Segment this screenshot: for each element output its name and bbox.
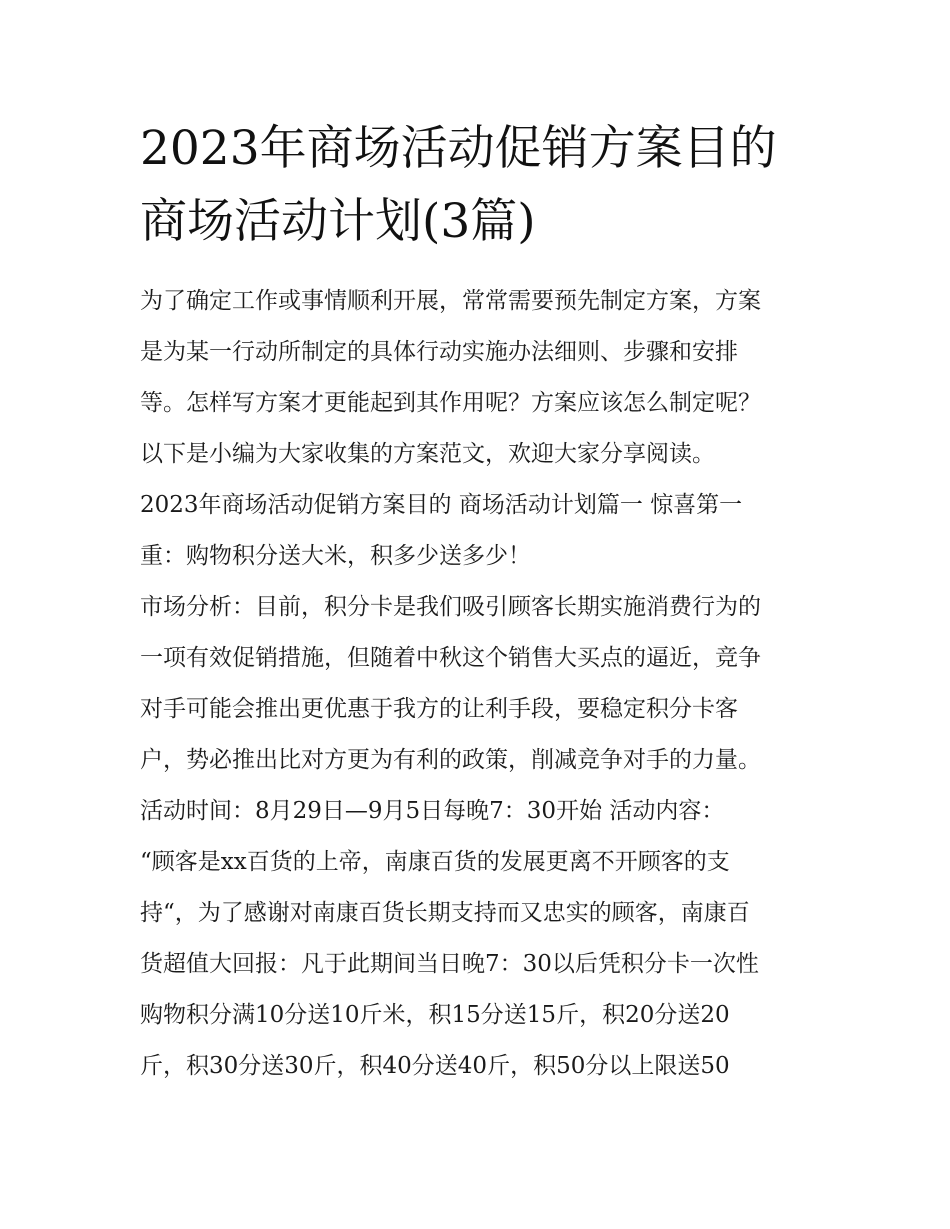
body-line: 货超值大回报：凡于此期间当日晚7：30以后凭积分卡一次性 xyxy=(140,951,759,977)
title-line-2: 商场活动计划(3篇) xyxy=(140,194,536,249)
body-line: 活动时间：8月29日—9月5日每晚7：30开始 活动内容： xyxy=(140,798,725,824)
document-body xyxy=(140,276,830,1092)
body-line: 购物积分满10分送10斤米，积15分送15斤，积20分送20 xyxy=(140,1002,730,1028)
body-line: 2023年商场活动促销方案目的 商场活动计划篇一 惊喜第一 xyxy=(140,492,743,518)
body-line: 一项有效促销措施，但随着中秋这个销售大买点的逼近，竞争 xyxy=(140,645,761,671)
body-line: 斤，积30分送30斤，积40分送40斤，积50分以上限送50 xyxy=(140,1053,730,1079)
document-title xyxy=(140,112,820,258)
body-line: 以下是小编为大家收集的方案范文，欢迎大家分享阅读。 xyxy=(140,441,715,467)
body-line: 是为某一行动所制定的具体行动实施办法细则、步骤和安排 xyxy=(140,339,738,365)
body-line: “顾客是xx百货的上帝，南康百货的发展更离不开顾客的支 xyxy=(140,849,730,875)
body-line: 对手可能会推出更优惠于我方的让利手段，要稳定积分卡客 xyxy=(140,696,738,722)
title-line-1: 2023年商场活动促销方案目的 xyxy=(140,121,777,176)
body-line: 等。怎样写方案才更能起到其作用呢？方案应该怎么制定呢？ xyxy=(140,390,761,416)
body-line: 持“，为了感谢对南康百货长期支持而又忠实的顾客，南康百 xyxy=(140,900,750,926)
body-line: 重：购物积分送大米，积多少送多少！ xyxy=(140,543,531,569)
body-line: 市场分析：目前，积分卡是我们吸引顾客长期实施消费行为的 xyxy=(140,594,761,620)
body-line: 户，势必推出比对方更为有利的政策，削减竞争对手的力量。 xyxy=(140,747,761,773)
body-line: 为了确定工作或事情顺利开展，常常需要预先制定方案，方案 xyxy=(140,288,761,314)
